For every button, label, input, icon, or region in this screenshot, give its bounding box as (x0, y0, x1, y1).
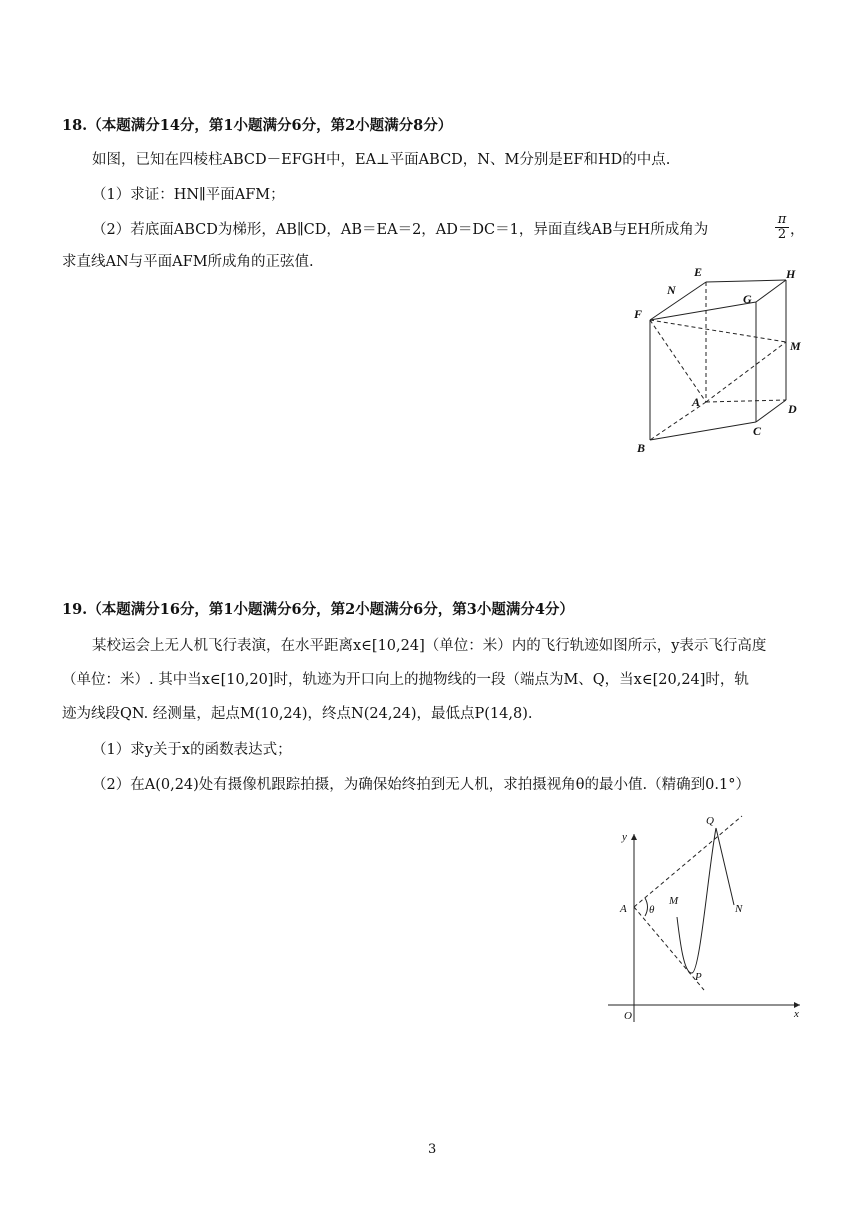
label-H: H (786, 267, 796, 281)
page-number: 3 (428, 1142, 437, 1157)
q18-part2-question: 求直线AN与平面AFM所成角的正弦值. (62, 254, 314, 270)
q19-line3: 迹为线段QN. 经测量，起点M(10,24)，终点N(24,24)，最低点P(14,8). (62, 706, 533, 722)
q18-fraction (775, 213, 789, 242)
fraction-denominator: 2 (775, 227, 789, 242)
q19-line1: 某校运会上无人机飞行表演，在水平距离x∈[10,24]（单位：米）内的飞行轨迹如图所示，y表示飞行高度 (92, 638, 767, 654)
label-D: D (788, 402, 797, 416)
q18-part2-comma: ， (790, 222, 805, 238)
q18-intro: 如图，已知在四棱柱ABCD－EFGH中，EA⊥平面ABCD，N、M分别是EF和HD的中点. (92, 152, 671, 168)
label-N: N (667, 283, 676, 297)
q18-part1: （1）求证：HN∥平面AFM； (92, 187, 285, 203)
label-A: A (692, 395, 701, 409)
q19-part2: （2）在A(0,24)处有摄像机跟踪拍摄，为确保始终拍到无人机，求拍摄视角θ的最小值.（精确到0.1°） (92, 777, 750, 793)
label-E: E (694, 265, 703, 279)
q19-header: 19.（本题满分16分，第1小题满分6分，第2小题满分6分，第3小题满分4分） (62, 601, 574, 618)
q19-line2: （单位：米）. 其中当x∈[10,20]时，轨迹为开口向上的抛物线的一段（端点为M、Q，当x∈[20,24]时，轨 (62, 672, 749, 688)
axis-label-x: x (794, 1008, 799, 1020)
label-G: G (743, 292, 752, 306)
label-P: P (695, 971, 702, 983)
label-B: B (637, 441, 646, 455)
prism-figure (620, 258, 820, 463)
label-M: M (790, 339, 801, 353)
label-A: A (620, 903, 627, 915)
label-F: F (634, 307, 643, 321)
trajectory-figure (600, 812, 810, 1027)
axis-label-y: y (622, 831, 627, 843)
label-C: C (753, 424, 762, 438)
label-Q: Q (706, 815, 714, 827)
q18-part2-text: （2）若底面ABCD为梯形，AB∥CD，AB＝EA＝2，AD＝DC＝1，异面直线AB与EH所成角为 (92, 222, 709, 238)
label-N: N (735, 903, 743, 915)
fraction-numerator: π (777, 212, 787, 227)
q18-header: 18.（本题满分14分，第1小题满分6分，第2小题满分8分） (62, 117, 453, 134)
label-theta: θ (649, 904, 655, 916)
label-M: M (669, 895, 679, 907)
q19-part1: （1）求y关于x的函数表达式； (92, 742, 292, 758)
label-O: O (624, 1010, 632, 1022)
